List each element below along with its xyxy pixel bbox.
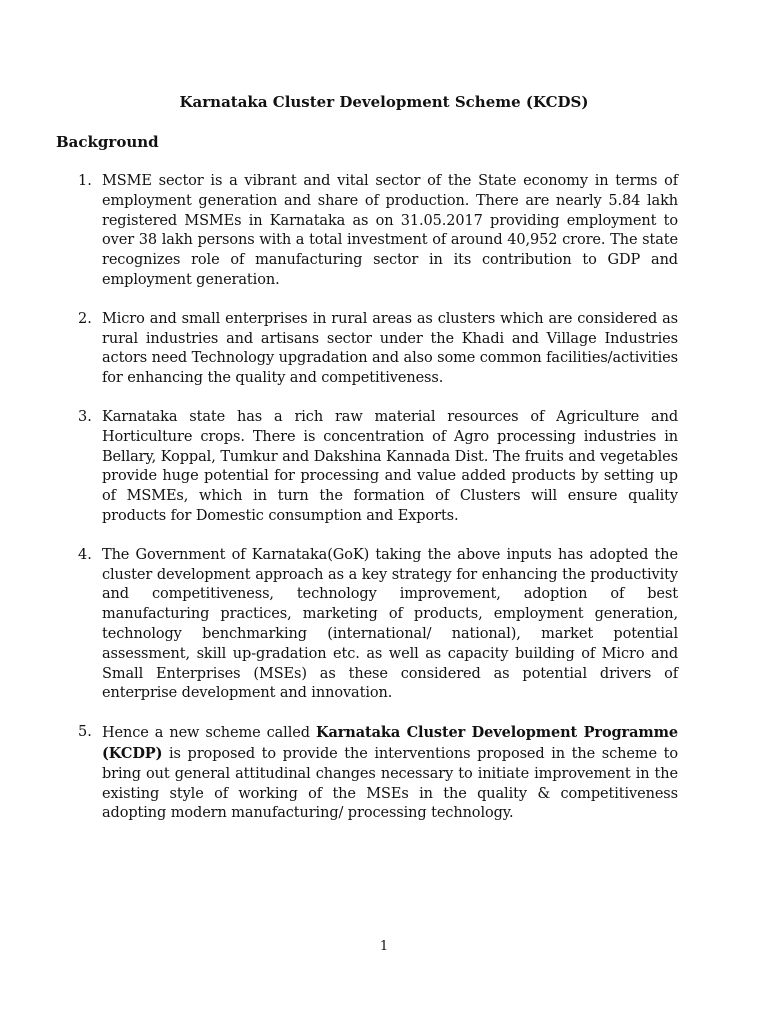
list-item-number: 1.: [78, 173, 92, 189]
list-item: [0, 310, 768, 389]
list-item-number: 2.: [78, 310, 92, 327]
program-name: Karnataka Cluster Development Programme: [315, 724, 679, 742]
section-heading: Background: [56, 133, 159, 151]
list-item-text: Karnataka state has a rich raw material resources of Agriculture and Horticulture crops. There is concentration of Agro processing industries in Bellary, Koppal, Tumkur and Dakshina Kannada Dist. The fruits and vegetables provide huge potential for processing and value added products by setting up of MSMEs, which in turn the formation of Clusters will ensure quality products for Domestic consumption and Exports.: [102, 408, 678, 524]
list-item-number: 4.: [78, 546, 92, 563]
list-item-text: Micro and small enterprises in rural areas as clusters which are considered as rural industries and artisans sector under the Khadi and Village Industries actors need Technology upgradation and also some common facilities/activities for enhancing the quality and competitiveness.: [102, 310, 678, 387]
item-text-rest: is proposed to provide the interventions proposed in the scheme to bring out general attitudinal changes necessary to initiate improvement in the existing style of working of the MSEs in the quality & competitiveness adopting modern manufacturing/ processing technology.: [102, 745, 678, 822]
item-text-lead: Hence a new scheme called: [102, 725, 316, 742]
list-item-number: 3.: [78, 408, 92, 425]
list-item-text: MSME sector is a vibrant and vital sector of the State economy in terms of employment generation and share of production. There are nearly 5.84 lakh registered MSMEs in Karnataka as on 31.05.2017 providing employment to over 38 lakh persons with a total investment of around 40,952 crore. The state recognizes role of manufacturing sector in its contribution to GDP and employment generation.: [102, 173, 678, 288]
program-abbreviation: (KCDP): [102, 744, 163, 762]
list-item: [0, 172, 768, 291]
numbered-list: [0, 172, 768, 843]
page-number: 1: [379, 939, 389, 954]
list-item: [0, 723, 768, 824]
list-item-number: 5.: [78, 724, 92, 741]
list-item-text: [102, 723, 678, 824]
list-item-text: The Government of Karnataka(GoK) taking the above inputs has adopted the cluster development approach as a key strategy for enhancing the productivity and competitiveness, technology improvement, adoption of best manufacturing practices, marketing of products, employment generation, technology benchmarking (international/ national), market potential assessment, skill up-gradation etc. as well as capacity building of Micro and Small Enterprises (MSEs) as these considered as potential drivers of enterprise development and innovation.: [102, 546, 678, 702]
document-title: Karnataka Cluster Development Scheme (KCDS): [179, 93, 589, 111]
list-item: [0, 408, 768, 527]
list-item: [0, 546, 768, 704]
